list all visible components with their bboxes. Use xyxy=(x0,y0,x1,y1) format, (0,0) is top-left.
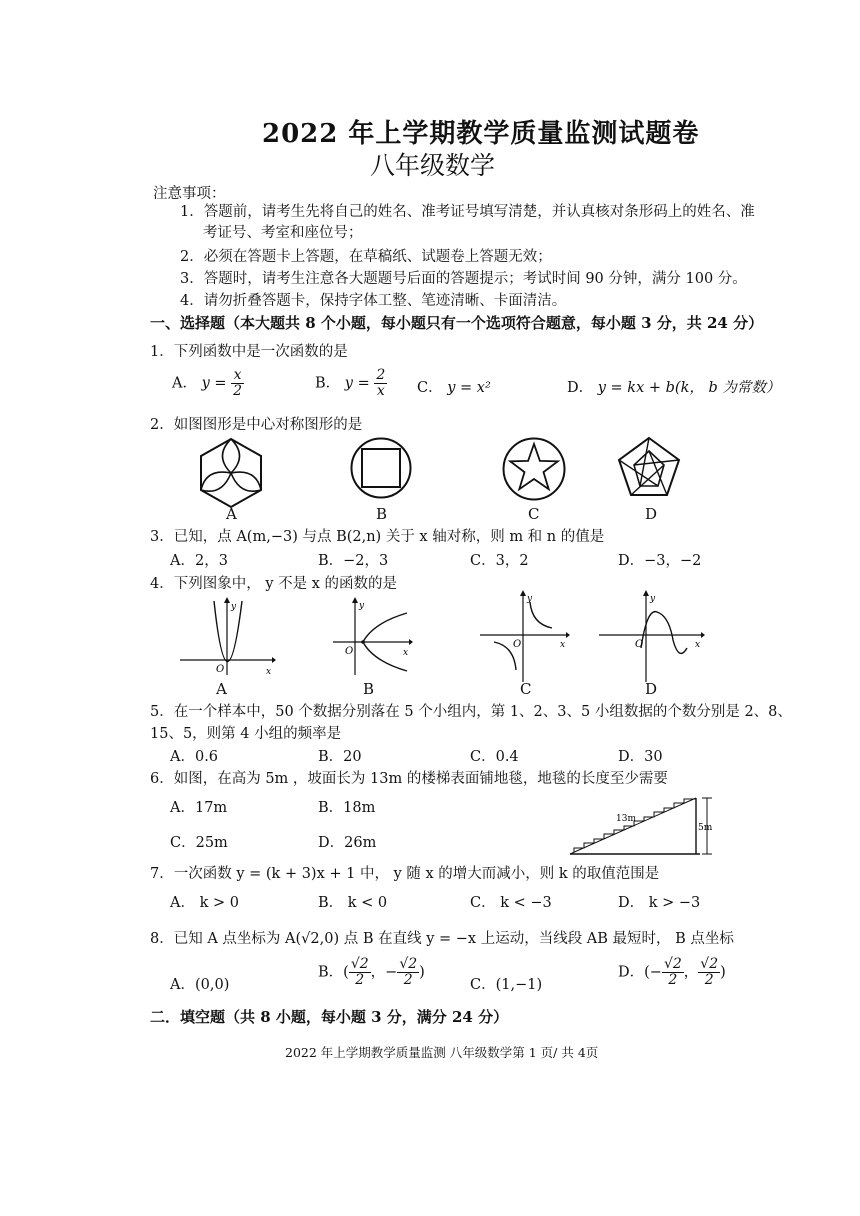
figure-label: B xyxy=(363,680,375,698)
notice-item: 考证号、考室和座位号； xyxy=(203,225,363,241)
page-subtitle: 八年级数学 xyxy=(370,151,496,180)
notice-item: 4．请勿折叠答题卡，保持字体工整、笔迹清晰、卡面清洁。 xyxy=(180,293,567,309)
figure-label: D xyxy=(645,680,658,698)
hyperbola-graph xyxy=(480,590,570,682)
option-d: D．30 xyxy=(618,749,663,765)
option-a: A． y = $\frac{x}{2}$ xyxy=(172,367,243,399)
option-b: B．( $\frac{√2}{2}$ ，− $\frac{√2}{2}$ ) xyxy=(318,956,425,988)
svg-text:13m: 13m xyxy=(616,814,636,824)
option-b: B．20 xyxy=(318,749,362,765)
notice-item: 1．答题前，请考生先将自己的姓名、准考证号填写清楚，并认真核对条形码上的姓名、准 xyxy=(180,204,755,220)
svg-text:O: O xyxy=(513,639,522,650)
fraction: $\frac{x}{2}$ xyxy=(233,367,243,399)
option-c: C．0.4 xyxy=(470,749,519,765)
wave-graph xyxy=(599,590,705,682)
question-stem: 4．下列图象中， y 不是 x 的函数的是 xyxy=(150,576,398,592)
figure-label: A xyxy=(216,680,227,698)
svg-text:O: O xyxy=(635,639,644,650)
option-a: A．(0,0) xyxy=(170,977,230,993)
option-a: A． k > 0 xyxy=(170,895,239,911)
option-b: B．18m xyxy=(318,800,376,816)
staircase-figure xyxy=(570,794,720,858)
svg-text:x: x xyxy=(560,640,566,650)
svg-text:x: x xyxy=(695,640,701,650)
svg-text:O: O xyxy=(345,646,354,657)
question-stem: 5．在一个样本中，50 个数据分别落在 5 个小组内，第 1、2、3、5 小组数据的个数分别是 2、8、 xyxy=(150,704,792,720)
section-heading: 二．填空题（共 8 小题，每小题 3 分，满分 24 分） xyxy=(150,1008,509,1026)
option-b: B． k < 0 xyxy=(318,895,388,911)
question-stem: 7．一次函数 y = (k + 3)x + 1 中， y 随 x 的增大而减小，则 k 的取值范围是 xyxy=(150,866,660,882)
option-c: C．(1,−1) xyxy=(470,977,543,993)
option-c: C．3，2 xyxy=(470,553,529,569)
pentagon-figure xyxy=(617,437,681,497)
svg-text:x: x xyxy=(403,648,409,658)
question-stem: 3．已知，点 A(m,−3) 与点 B(2,n) 关于 x 轴对称，则 m 和 n 的值是 xyxy=(150,529,605,545)
figure-label: B xyxy=(376,505,388,523)
question-stem-continued: 15、5，则第 4 小组的频率是 xyxy=(150,726,342,742)
option-d: D．(− $\frac{√2}{2}$ ， $\frac{√2}{2}$ ) xyxy=(618,956,726,988)
section-heading: 一、选择题（本大题共 8 个小题，每小题只有一个选项符合题意，每小题 3 分，共 24 分） xyxy=(150,314,764,332)
notice-item: 2．必须在答题卡上答题，在草稿纸、试题卷上答题无效； xyxy=(180,249,552,265)
hexagon-figure xyxy=(200,438,262,508)
svg-text:x: x xyxy=(266,667,272,677)
option-d: D． k > −3 xyxy=(618,895,701,911)
circle-star-figure xyxy=(502,437,566,501)
option-c: C． y = x² xyxy=(417,380,491,396)
sideways-parabola-graph xyxy=(333,597,413,675)
figure-label: A xyxy=(226,505,237,523)
circle-square-figure xyxy=(350,437,412,499)
parabola-graph xyxy=(180,597,276,675)
notice-item: 3．答题时，请考生注意各大题题号后面的答题提示；考试时间 90 分钟，满分 100 分。 xyxy=(180,271,747,287)
option-c: C．25m xyxy=(170,835,228,851)
option-d: D．26m xyxy=(318,835,377,851)
option-b: B．−2，3 xyxy=(318,553,389,569)
page-title: 2022 年上学期教学质量监测试题卷 xyxy=(262,119,700,149)
figure-label: C xyxy=(520,680,532,698)
svg-text:y: y xyxy=(231,602,237,612)
figure-label: D xyxy=(645,505,658,523)
fraction: $\frac{2}{x}$ xyxy=(376,367,386,399)
option-a: A．2，3 xyxy=(170,553,228,569)
option-d: D． y = kx + b(k， b 为常数） xyxy=(567,380,781,396)
option-b: B． y = $\frac{2}{x}$ xyxy=(315,367,386,399)
svg-text:O: O xyxy=(216,664,225,675)
svg-text:y: y xyxy=(359,601,365,611)
svg-text:y: y xyxy=(650,594,656,604)
option-a: A．0.6 xyxy=(170,749,219,765)
question-stem: 6．如图，在高为 5m ，坡面长为 13m 的楼梯表面铺地毯，地毯的长度至少需要 xyxy=(150,771,668,787)
option-c: C． k < −3 xyxy=(470,895,552,911)
question-stem: 1．下列函数中是一次函数的是 xyxy=(150,344,348,360)
notice-heading: 注意事项： xyxy=(153,186,226,202)
option-a: A．17m xyxy=(170,800,228,816)
question-stem: 2．如图图形是中心对称图形的是 xyxy=(150,417,363,433)
page-footer: 2022 年上学期教学质量监测 八年级数学第 1 页/ 共 4页 xyxy=(285,1045,599,1060)
question-stem: 8．已知 A 点坐标为 A(√2,0) 点 B 在直线 y = −x 上运动，当线段 AB 最短时， B 点坐标 xyxy=(150,931,734,947)
svg-text:5m: 5m xyxy=(698,823,713,833)
option-d: D．−3，−2 xyxy=(618,553,702,569)
svg-text:y: y xyxy=(527,594,533,604)
figure-label: C xyxy=(528,505,540,523)
